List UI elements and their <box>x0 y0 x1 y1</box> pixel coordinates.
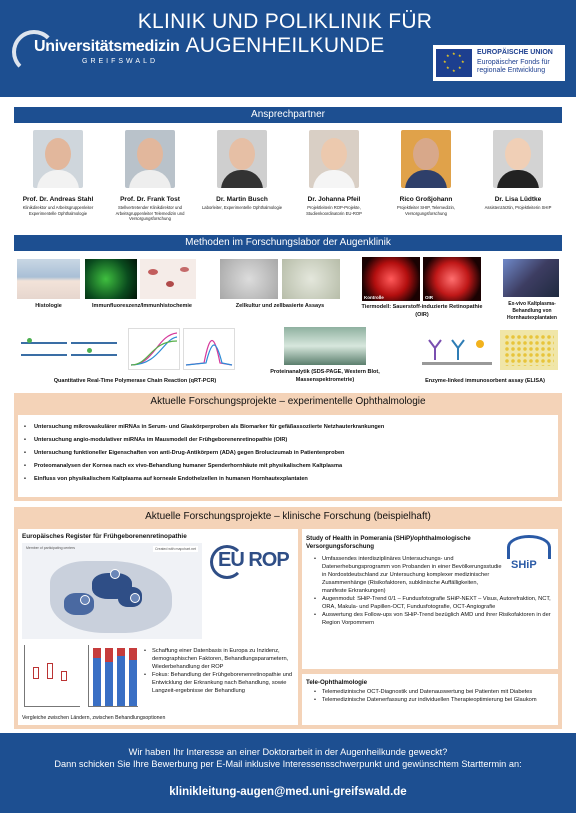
footer-text <box>20 746 556 770</box>
immuno-label: Immunfluoreszenz/Immunhistochemie <box>92 303 192 309</box>
person-card <box>105 130 195 222</box>
list-item: • Proteomanalysen der Kornea nach ex vivo-Behandlung humaner Spenderhornhäute mit physikalischem Kaltplasma <box>22 460 554 473</box>
eu-title: EUROPÄISCHE UNION <box>477 49 553 56</box>
list-item: • Untersuchung funktioneller Eigenschaften von anti-Drug-Antikörpern (ADA) gegen Brolucizumab in Patientenproben <box>22 447 554 460</box>
clinical-heading: Aktuelle Forschungsprojekte – klinische Forschung (beispielhaft) <box>145 511 431 522</box>
boxplot-chart <box>24 645 80 707</box>
qrtpcr-label: Quantitative Real-Time Polymerase Chain Reaction (qRT-PCR) <box>53 378 217 384</box>
pcr-diagram <box>17 330 125 370</box>
retina-control-image <box>362 257 420 301</box>
cell-culture-image <box>220 259 278 299</box>
person-card <box>13 130 103 216</box>
histology-image <box>17 259 80 299</box>
person-role: Klinikdirektor und Arbeitsgruppenleiter Experimentelle Ophthalmologie <box>22 205 94 216</box>
person-photo <box>493 130 543 188</box>
pcr-melt-icon <box>184 329 234 369</box>
protein-image <box>284 327 366 365</box>
person-name: Dr. Lisa Lüdtke <box>494 196 542 203</box>
oir-tag: OIR <box>425 295 434 300</box>
immunofluorescence-image <box>85 259 137 299</box>
person-role: Stellvertretender Klinikdirektor und Arbeitsgruppenleiter Telemedizin und Versorgungsforschung <box>115 205 185 221</box>
ex-vivo-label: Ex-vivo Kaltplasma-Behandlung von Hornhautexplantaten <box>506 301 557 321</box>
page-title <box>120 10 450 58</box>
ship-list <box>312 555 552 627</box>
list-item: • Fokus: Behandlung der Frühgeborenenretinopathie und Entwicklung der Erkrankung nach Behandlung, sowie Langzeit-ergebnisse der Behandlung <box>142 671 294 695</box>
retina-oir-image <box>423 257 481 301</box>
person-name: Rico Großjohann <box>399 196 453 203</box>
list-item: • Untersuchung mikrovaskulärer miRNAs in Serum- und Glaskörperproben als Biomarker für gefäßassoziierte Netzhauterkrankungen <box>22 421 554 434</box>
contact-email-link[interactable]: klinikleitung-augen@med.uni-greifswald.de <box>169 786 407 798</box>
list-item: • Schaffung einer Datenbasis in Europa zu Inzidenz, demographischen Faktoren, Behandlungsparametern, Wiederbehandlung der ROP <box>142 647 294 671</box>
cell-assay-image <box>282 259 340 299</box>
contacts-heading: Ansprechpartner <box>14 107 562 123</box>
pcr-curve-icon <box>129 329 179 369</box>
oir-label: Tiermodell: Sauerstoff-induzierte Retinopathie (OIR) <box>361 304 483 318</box>
tele-title: Tele-Ophthalmologie <box>306 679 368 686</box>
person-photo <box>125 130 175 188</box>
person-name: Prof. Dr. Andreas Stahl <box>22 196 94 203</box>
registry-bullets-box <box>142 647 294 695</box>
cell-label: Zellkultur und zellbasierte Assays <box>235 303 325 309</box>
eu-subtitle <box>477 59 550 75</box>
immunohistochemistry-image <box>140 259 196 299</box>
map-legend: Member of participating centers <box>26 546 76 550</box>
stacked-bar-chart <box>88 645 138 707</box>
list-item: • Untersuchung angio-modulativer miRNAs im Mausmodell der Frühgeborenenretinopathie (OIR) <box>22 434 554 447</box>
control-tag: Kontrolle <box>364 295 384 300</box>
elisa-plate-image <box>500 330 558 370</box>
person-card <box>289 130 379 216</box>
person-name: Dr. Johanna Pfeil <box>307 196 361 203</box>
footer <box>0 733 576 813</box>
person-card <box>197 130 287 211</box>
registry-box <box>18 529 298 725</box>
list-item: • Umfassendes interdisziplinäres Untersuchungs- und Datenerhebungsprogramm von Probanden in einer Bevölkerungsstudie in Nordostdeutschland zur Untersuchung komplexer medizinischer Zusammenhänge (Risikofaktoren, subklinische Auffälligkeiten, manifeste Erkrankungen) <box>312 555 502 595</box>
list-item: • Einfluss von physikalischem Kaltplasma auf korneale Endothelzellen in humanen Hornhautexplantaten <box>22 473 554 486</box>
registry-list <box>142 647 294 695</box>
person-role: Projektleiterin ROP-Projekte, Studienkoordinatorin EU-ROP <box>306 205 362 216</box>
experimental-list-box <box>18 415 558 497</box>
elisa-diagram <box>420 330 495 370</box>
title-line-1: KLINIK UND POLIKLINIK FÜR <box>137 10 433 33</box>
list-item: • Telemedizinische OCT-Diagnostik und Datenauswertung bei Patienten mit Diabetes <box>312 688 552 696</box>
person-card <box>473 130 563 211</box>
tele-list <box>312 688 552 704</box>
title-line-2: AUGENHEILKUNDE <box>185 34 385 57</box>
map-credit: Created with mapchart.net <box>154 547 196 551</box>
person-photo <box>33 130 83 188</box>
eu-subtitle-line-1: Europäischer Fonds für <box>477 59 550 66</box>
elisa-label: Enzyme-linked immunosorbent assay (ELISA) <box>425 378 545 384</box>
person-role: Laborleiter, Experimentelle Ophthalmologie <box>201 205 283 210</box>
logo-sub-text: GREIFSWALD <box>82 58 159 65</box>
pcr-curves-image <box>128 328 180 370</box>
ship-box <box>302 529 558 669</box>
pcr-melt-image <box>183 328 235 370</box>
antibody-icon <box>420 330 495 370</box>
eu-flag-icon: ★ ★ ★ ★ ★ ★ ★ ★ <box>436 49 472 77</box>
footer-line-2: Dann schicken Sie Ihre Bewerbung per E-Mail inklusive Interessensschwerpunkt und gewünschtem Starttermin an: <box>54 759 522 769</box>
person-photo <box>401 130 451 188</box>
person-photo <box>217 130 267 188</box>
experimental-list <box>22 421 554 486</box>
ship-logo-text: SHiP <box>511 559 537 571</box>
person-name: Prof. Dr. Frank Tost <box>120 196 180 203</box>
logo-main-text: Universitätsmedizin <box>34 38 180 55</box>
person-photo <box>309 130 359 188</box>
list-item: • Auswertung des Follow-ups von SHiP-Trend bezüglich AMD und ihrer Risikofaktoren in der Region Vorpommern <box>312 611 552 627</box>
europ-logo-text: EU ROP <box>218 549 289 571</box>
protein-label: Proteinanalytik (SDS-PAGE, Western Blot, Massenspektrometrie) <box>270 369 380 383</box>
list-item: • Telemedizinische Datenerfassung zur individuellen Therapieoptimierung bei Glaukom <box>312 696 552 704</box>
person-role: Projektleiter SHIP, Telemedizin, Versorgungsforschung <box>396 205 456 216</box>
registry-caption: Vergleiche zwischen Ländern, zwischen Behandlungsoptionen <box>22 715 166 721</box>
experimental-heading: Aktuelle Forschungsprojekte – experimentelle Ophthalmologie <box>150 396 426 407</box>
eu-logo <box>433 45 565 81</box>
registry-charts <box>22 643 140 713</box>
eu-subtitle-line-2: regionale Entwicklung <box>477 67 546 74</box>
europe-map <box>22 543 202 639</box>
person-role: Assistenzärztin, Projektleiterin SHIP <box>484 205 552 210</box>
ship-title: Study of Health in Pomerania (SHiP)/ophthalmologische Versorgungsforschung <box>306 535 471 550</box>
ex-vivo-image <box>503 259 559 297</box>
list-item: • Augenmodul: SHiP-Trend 0/1 – Fundusfotografie SHiP-NEXT – Visus, Autorefraktion, NCT, ORA, Makula- und Papillen-OCT, Fundusfotografie, OCT-Angiografie <box>312 595 552 611</box>
methods-heading: Methoden im Forschungslabor der Augenklinik <box>14 235 562 251</box>
europ-logo <box>210 543 290 581</box>
person-card <box>381 130 471 216</box>
registry-title: Europäisches Register für Frühgeborenenretinopathie <box>22 533 187 540</box>
person-name: Dr. Martin Busch <box>216 196 268 203</box>
header <box>0 0 576 97</box>
histology-label: Histologie <box>35 303 62 309</box>
footer-line-1: Wir haben Ihr Interesse an einer Doktorarbeit in der Augenheilkunde geweckt? <box>128 747 448 757</box>
tele-box <box>302 674 558 725</box>
